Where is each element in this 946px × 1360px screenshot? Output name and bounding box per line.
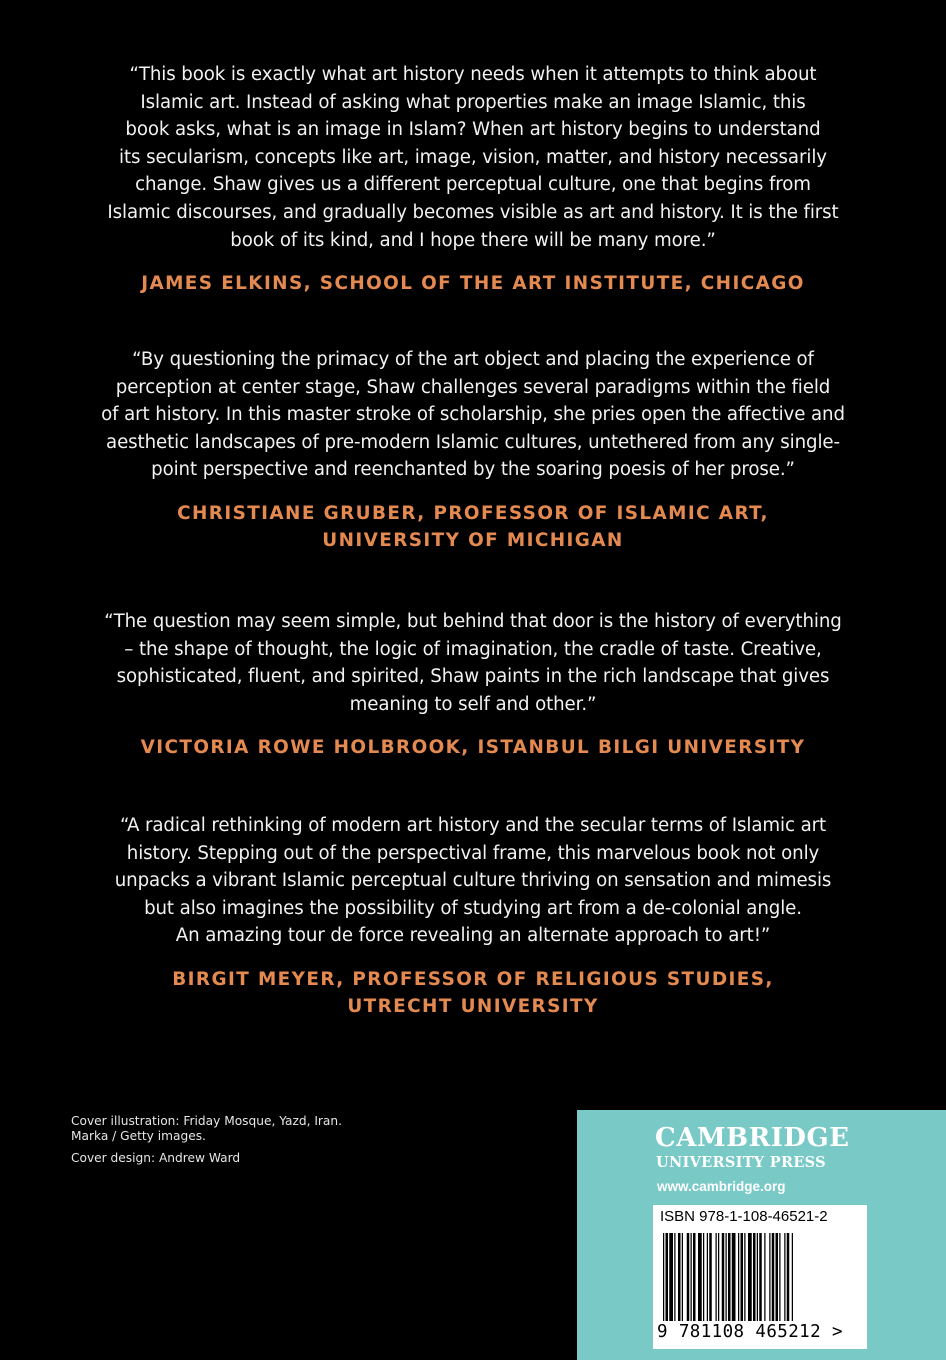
barcode-bar xyxy=(707,1233,708,1321)
quote-line: sophisticated, fluent, and spirited, Shaw paints in the rich landscape that gives xyxy=(116,666,830,688)
publisher-panel xyxy=(577,1110,946,1360)
barcode-bar xyxy=(674,1233,675,1321)
endorsement-attribution xyxy=(60,270,886,297)
quote-line: unpacks a vibrant Islamic perceptual culture thriving on sensation and mimesis xyxy=(114,870,832,892)
quote-line: “A radical rethinking of modern art history and the secular terms of Islamic art xyxy=(119,815,827,836)
endorsement-3 xyxy=(60,608,886,761)
barcode-bar xyxy=(769,1233,770,1321)
quote-line: perception at center stage, Shaw challenges several paradigms within the field xyxy=(115,376,831,398)
illustration-credit: Cover illustration: Friday Mosque, Yazd, Iran. xyxy=(71,1114,343,1128)
barcode-bar xyxy=(732,1233,736,1321)
barcode-bar xyxy=(772,1233,775,1321)
endorsement-1 xyxy=(60,61,886,297)
barcode-bar xyxy=(691,1233,692,1321)
quote-line: “The question may seem simple, but behind that door is the history of everything xyxy=(104,611,842,632)
design-credit: Cover design: Andrew Ward xyxy=(71,1151,241,1165)
quote-line: Islamic discourses, and gradually becomes visible as art and history. It is the first xyxy=(107,201,839,223)
quote-line: of art history. In this master stroke of scholarship, she pries open the affective and xyxy=(101,404,845,426)
barcode-bar xyxy=(753,1233,756,1321)
barcode-bar xyxy=(784,1233,785,1321)
endorsement-quote xyxy=(60,346,886,484)
endorsement-4 xyxy=(60,812,886,1020)
publisher-logo-name: CAMBRIDGE xyxy=(655,1123,850,1153)
attribution-line: UTRECHT UNIVERSITY xyxy=(347,995,599,1017)
barcode-bar xyxy=(738,1233,739,1321)
barcode-bar xyxy=(703,1233,704,1321)
barcode-bar xyxy=(748,1233,752,1321)
barcode-bar xyxy=(682,1233,683,1321)
barcode-bar xyxy=(757,1233,758,1321)
barcode-bar xyxy=(787,1233,790,1321)
quote-line: “By questioning the primacy of the art object and placing the experience of xyxy=(132,349,814,370)
barcode-bar xyxy=(718,1233,719,1321)
endorsement-2 xyxy=(60,346,886,554)
publisher-logo-subtitle: UNIVERSITY PRESS xyxy=(656,1154,826,1171)
barcode-bar xyxy=(678,1233,681,1321)
attribution-line: BIRGIT MEYER, PROFESSOR OF RELIGIOUS STUDIES, xyxy=(172,968,774,990)
barcode-bar xyxy=(666,1233,669,1321)
barcode-bar xyxy=(709,1233,712,1321)
isbn-label: ISBN 978-1-108-46521-2 xyxy=(660,1208,828,1225)
isbn-barcode xyxy=(653,1205,867,1349)
endorsement-attribution xyxy=(60,734,886,761)
quote-line: – the shape of thought, the logic of imagination, the cradle of taste. Creative, xyxy=(124,638,822,660)
endorsement-attribution xyxy=(60,966,886,1020)
barcode-bar xyxy=(776,1233,779,1321)
endorsement-quote xyxy=(60,61,886,254)
quote-line: history. Stepping out of the perspectival frame, this marvelous book not only xyxy=(126,842,820,864)
attribution-line: UNIVERSITY OF MICHIGAN xyxy=(322,529,624,551)
barcode-bar xyxy=(698,1233,702,1321)
barcode-bar xyxy=(741,1233,744,1321)
endorsement-attribution xyxy=(60,500,886,554)
barcode-bar xyxy=(669,1233,673,1321)
quote-line: Islamic art. Instead of asking what properties make an image Islamic, this xyxy=(140,91,806,113)
attribution-line: JAMES ELKINS, SCHOOL OF THE ART INSTITUTE, CHICAGO xyxy=(141,273,805,295)
quote-line: change. Shaw gives us a different perceptual culture, one that begins from xyxy=(135,174,811,196)
quote-line: book asks, what is an image in Islam? When art history begins to understand xyxy=(125,119,821,141)
barcode-bar xyxy=(779,1233,780,1321)
barcode-bar xyxy=(744,1233,745,1321)
barcode-bar xyxy=(663,1233,664,1321)
barcode-bar xyxy=(728,1233,731,1321)
endorsement-quote xyxy=(60,608,886,718)
quote-line: its secularism, concepts like art, image, vision, matter, and history necessarily xyxy=(119,146,827,168)
barcode-bar xyxy=(716,1233,717,1321)
image-source-credit: Marka / Getty images. xyxy=(71,1129,206,1143)
attribution-line: VICTORIA ROWE HOLBROOK, ISTANBUL BILGI UNIVERSITY xyxy=(140,737,806,759)
cover-credits xyxy=(71,1111,342,1169)
barcode-bar xyxy=(759,1233,762,1321)
quote-line: An amazing tour de force revealing an alternate approach to art!” xyxy=(175,925,771,947)
barcode-bar xyxy=(792,1233,793,1321)
endorsement-quote xyxy=(60,812,886,950)
quote-line: meaning to self and other.” xyxy=(349,693,597,715)
barcode-digits: 9 781108 465212 > xyxy=(657,1322,843,1342)
quote-line: “This book is exactly what art history needs when it attempts to think about xyxy=(129,64,817,85)
quote-line: but also imagines the possibility of studying art from a de-colonial angle. xyxy=(144,897,802,919)
barcode-bar xyxy=(764,1233,765,1321)
barcode-bar xyxy=(722,1233,725,1321)
barcode-bar xyxy=(726,1233,727,1321)
attribution-line: CHRISTIANE GRUBER, PROFESSOR OF ISLAMIC ART, xyxy=(177,502,769,524)
barcode-bars xyxy=(661,1233,861,1321)
barcode-bar xyxy=(687,1233,690,1321)
publisher-url: www.cambridge.org xyxy=(657,1179,786,1194)
quote-line: point perspective and reenchanted by the soaring poesis of her prose.” xyxy=(151,459,795,481)
quote-line: aesthetic landscapes of pre-modern Islamic cultures, untethered from any single- xyxy=(106,431,840,453)
quote-line: book of its kind, and I hope there will be many more.” xyxy=(230,229,716,251)
barcode-bar xyxy=(693,1233,696,1321)
